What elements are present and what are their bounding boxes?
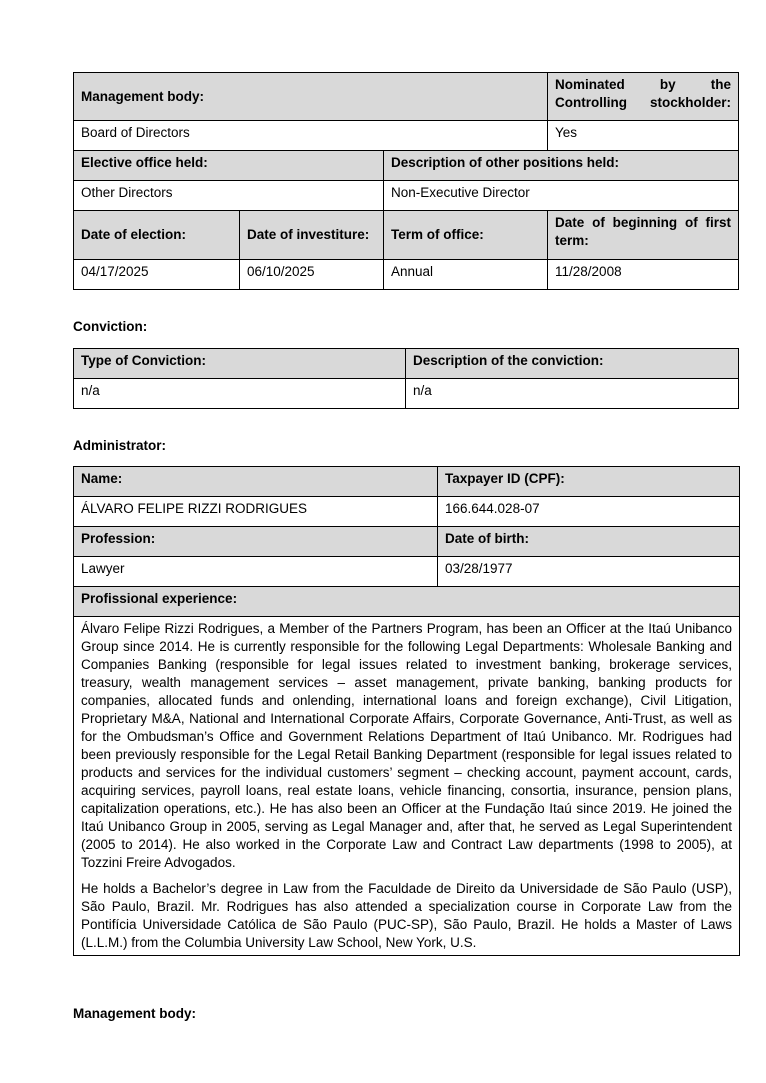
other-positions-value: Non-Executive Director xyxy=(384,181,739,211)
first-term-label: Date of beginning of first term: xyxy=(548,211,739,260)
experience-label: Profissional experience: xyxy=(74,587,740,617)
investiture-date-label: Date of investiture: xyxy=(240,211,384,260)
elective-office-value: Other Directors xyxy=(74,181,384,211)
experience-text xyxy=(74,617,740,956)
name-value: ÁLVARO FELIPE RIZZI RODRIGUES xyxy=(74,497,438,527)
birth-date-label: Date of birth: xyxy=(438,527,740,557)
profession-value: Lawyer xyxy=(74,557,438,587)
election-date-label: Date of election: xyxy=(74,211,240,260)
conviction-section-label: Conviction: xyxy=(73,319,148,334)
nominated-value: Yes xyxy=(548,121,739,151)
administrator-section-label: Administrator: xyxy=(73,438,167,453)
conviction-type-label: Type of Conviction: xyxy=(74,349,406,379)
next-management-body-label: Management body: xyxy=(73,1006,197,1021)
management-body-label: Management body: xyxy=(74,73,548,121)
elective-office-label: Elective office held: xyxy=(74,151,384,181)
conviction-description-label: Description of the conviction: xyxy=(406,349,739,379)
cpf-label: Taxpayer ID (CPF): xyxy=(438,467,740,497)
conviction-description-value: n/a xyxy=(406,379,739,409)
term-of-office-value: Annual xyxy=(384,260,548,290)
management-table xyxy=(73,72,739,290)
experience-paragraph-2: He holds a Bachelor’s degree in Law from the Faculdade de Direito da Universidade de São Paulo (USP), São Paulo, Brazil. Mr. Rodrigues has also attended a specialization course in Corporate Law from the Pontifícia Universidade Católica de São Paulo (PUC-SP), São Paulo, Brazil. He holds a Master of Laws (L.L.M.) from the Columbia University Law School, New York, U.S. xyxy=(81,881,732,950)
administrator-table xyxy=(73,466,740,956)
election-date-value: 04/17/2025 xyxy=(74,260,240,290)
conviction-table xyxy=(73,348,739,409)
other-positions-label: Description of other positions held: xyxy=(384,151,739,181)
profession-label: Profession: xyxy=(74,527,438,557)
experience-paragraph-1: Álvaro Felipe Rizzi Rodrigues, a Member of the Partners Program, has been an Officer at the Itaú Unibanco Group since 2014. He is currently responsible for the following Legal Departments: Wholesale Banking and Companies Banking (responsible for legal issues related to investment banking, brokerage services, treasury, wealth management services – asset management, private banking, banking products for companies, allocated funds and onlending, international loans and foreign exchange), Civil Litigation, Proprietary M&A, National and International Corporate Affairs, Corporate Governance, Anti-Trust, as well as for the Ombudsman’s Office and Government Relations Department of Itaú Unibanco. Mr. Rodrigues had been previously responsible for the Legal Retail Banking Department (responsible for legal issues related to products and services for the individual customers’ segment – checking account, payment account, cards, acquiring services, payroll loans, real estate loans, vehicle financing, consortia, insurance, pension plans, capitalization operations, etc.). He has also been an Officer at the Fundação Itaú since 2019. He joined the Itaú Unibanco Group in 2005, serving as Legal Manager and, after that, he served as Legal Superintendent (2005 to 2014). He also worked in the Corporate Law and Contract Law departments (1998 to 2005), at Tozzini Freire Advogados. xyxy=(81,621,732,870)
name-label: Name: xyxy=(74,467,438,497)
first-term-value: 11/28/2008 xyxy=(548,260,739,290)
conviction-type-value: n/a xyxy=(74,379,406,409)
management-body-value: Board of Directors xyxy=(74,121,548,151)
term-of-office-label: Term of office: xyxy=(384,211,548,260)
investiture-date-value: 06/10/2025 xyxy=(240,260,384,290)
birth-date-value: 03/28/1977 xyxy=(438,557,740,587)
cpf-value: 166.644.028-07 xyxy=(438,497,740,527)
nominated-label: Nominated by the Controlling stockholder: xyxy=(548,73,739,121)
